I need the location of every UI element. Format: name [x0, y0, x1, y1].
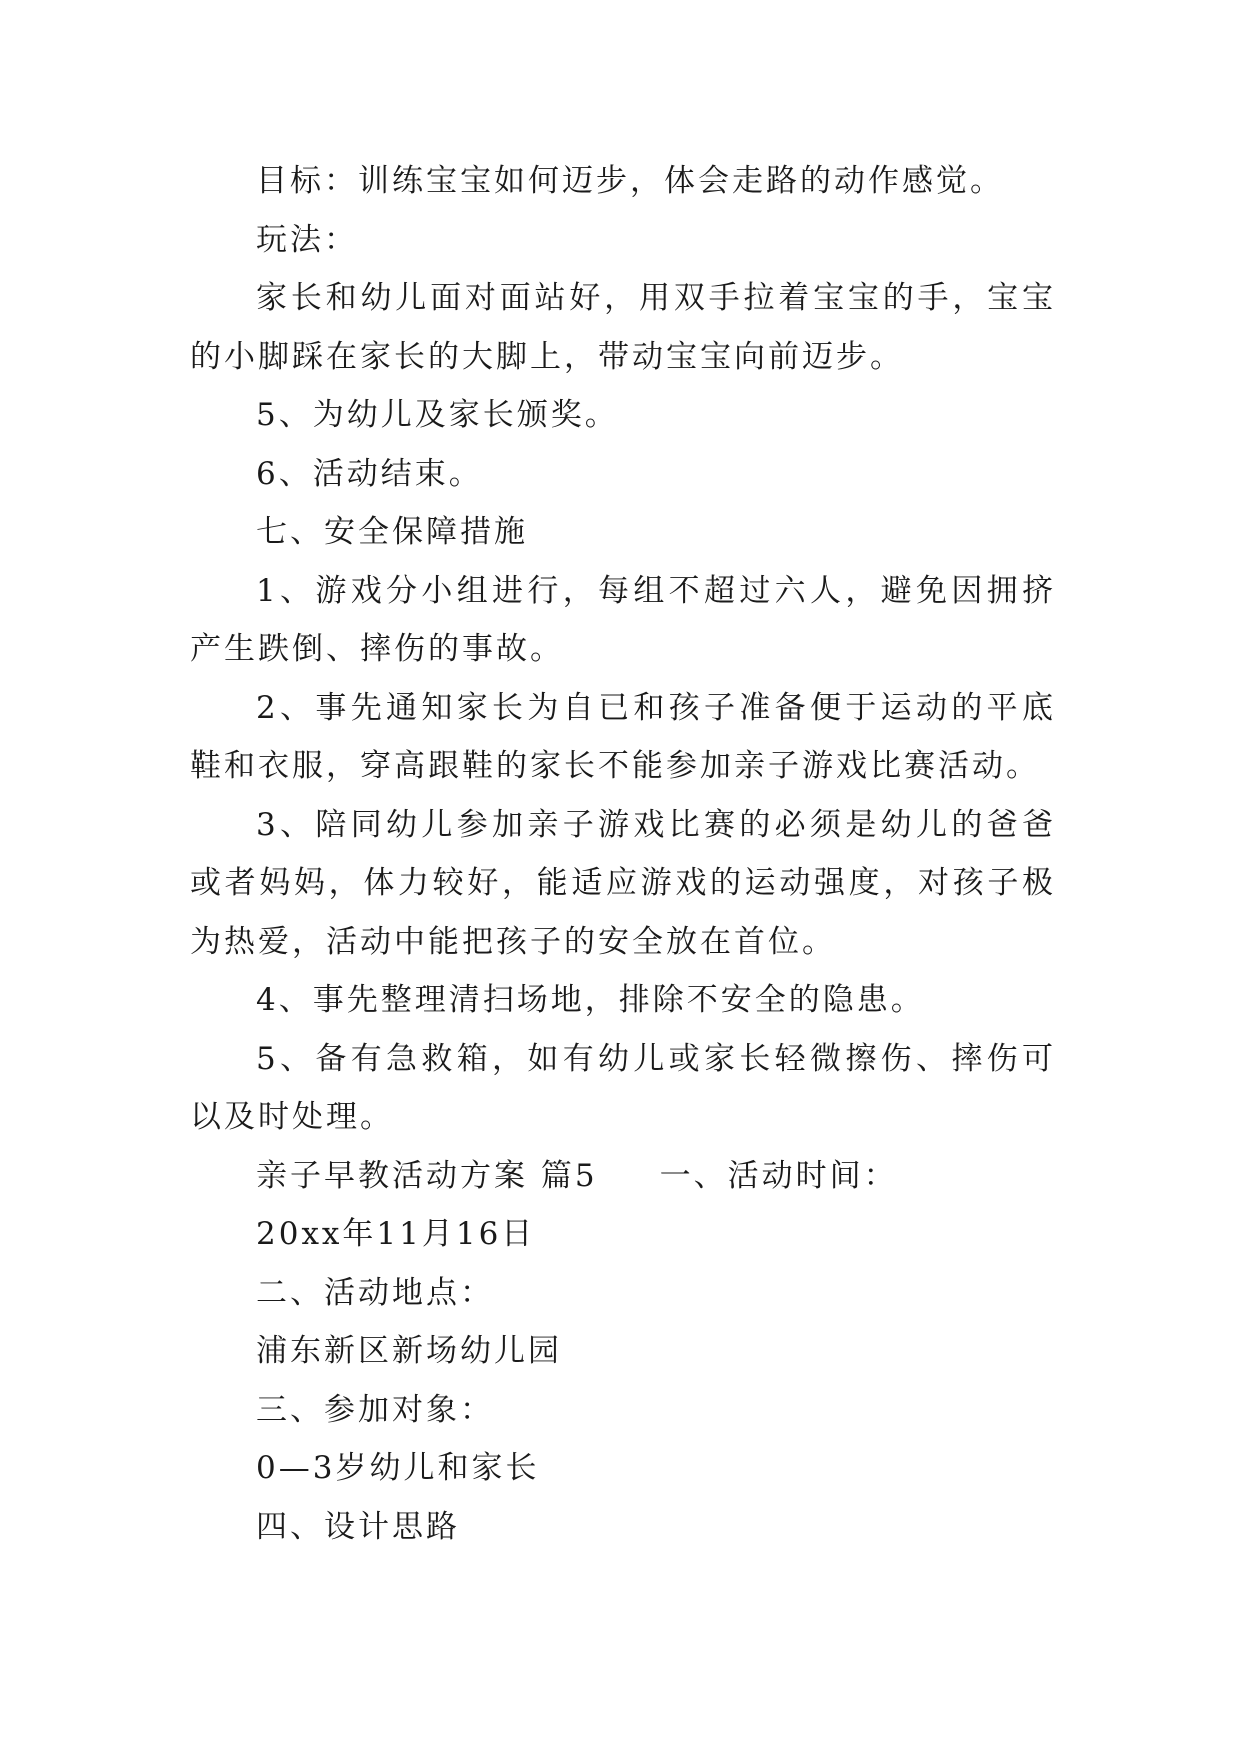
- paragraph-safety-1: 1、游戏分小组进行，每组不超过六人，避免因拥挤产生跌倒、摔伤的事故。: [190, 572, 1056, 667]
- heading-activity-time: 一、活动时间：: [659, 1157, 898, 1194]
- paragraph-safety-3: 3、陪同幼儿参加亲子游戏比赛的必须是幼儿的爸爸或者妈妈，体力较好，能适应游戏的运动强度，对孩子极为热爱，活动中能把孩子的安全放在首位。: [190, 806, 1056, 960]
- document-body: [190, 152, 1056, 1556]
- paragraph-date: 20xx年11月16日: [256, 1216, 536, 1252]
- paragraph-safety-2: 2、事先通知家长为自已和孩子准备便于运动的平底鞋和衣服，穿高跟鞋的家长不能参加亲子游戏比赛活动。: [190, 689, 1056, 784]
- heading-location: 二、活动地点：: [256, 1274, 494, 1311]
- heading-safety: 七、安全保障措施: [256, 514, 528, 550]
- section-title: 亲子早教活动方案 篇5: [256, 1157, 598, 1194]
- paragraph-safety-4: 4、事先整理清扫场地，排除不安全的隐患。: [256, 982, 925, 1018]
- paragraph-goal: 目标：训练宝宝如何迈步，体会走路的动作感觉。: [256, 163, 1004, 199]
- paragraph-participants: 0—3岁幼儿和家长: [256, 1450, 540, 1486]
- paragraph-end: 6、活动结束。: [256, 455, 483, 492]
- heading-design-idea: 四、设计思路: [256, 1508, 460, 1545]
- heading-participants: 三、参加对象：: [256, 1391, 494, 1428]
- paragraph-method-label: 玩法：: [256, 221, 358, 258]
- paragraph-location: 浦东新区新场幼儿园: [256, 1333, 562, 1369]
- paragraph-award: 5、为幼儿及家长颁奖。: [256, 397, 619, 433]
- paragraph-safety-5: 5、备有急救箱，如有幼儿或家长轻微擦伤、摔伤可以及时处理。: [190, 1040, 1056, 1135]
- section-heading-line: [190, 1147, 1056, 1206]
- paragraph-method: 家长和幼儿面对面站好，用双手拉着宝宝的手，宝宝的小脚踩在家长的大脚上，带动宝宝向前迈步。: [190, 280, 1056, 375]
